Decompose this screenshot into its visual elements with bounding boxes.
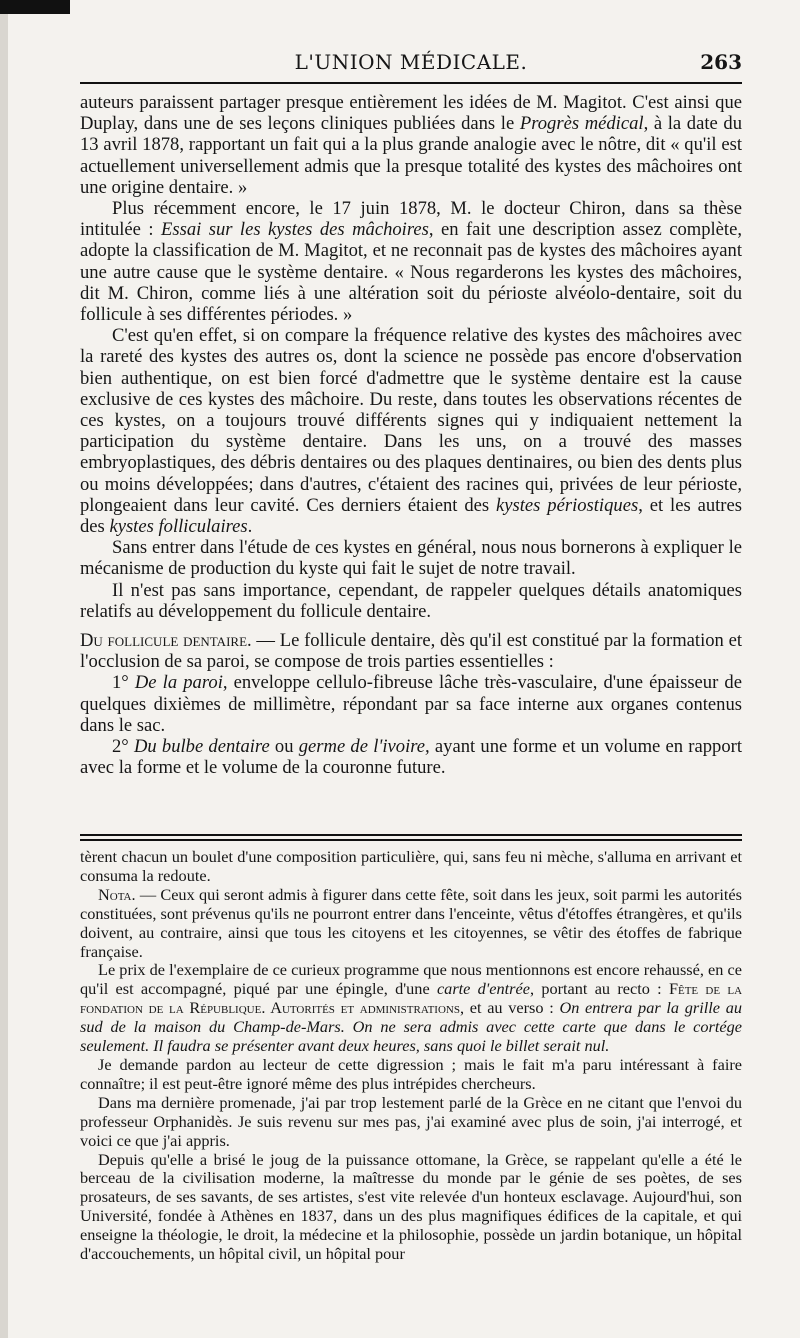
paragraph: tèrent chacun un boulet d'une composition particulière, qui, sans feu ni mèche, s'alluma en arrivant et consuma la redoute. — [80, 847, 742, 885]
article-body — [80, 92, 742, 779]
paragraph: Le prix de l'exemplaire de ce curieux programme que nous mentionnons est encore rehaussé, en ce qu'il est accompagné, piqué par une épingle, d'une carte d'entrée, portant au recto : Fête de la fondation de la République. Autorités et administrations, et au verso : On entrera par la grille au sud de la maison du Champ-de-Mars. On ne sera admis avec cette carte que dans le cortége seulement. Il faudra se présenter avant deux heures, sans quoi le billet serait nul. — [80, 960, 743, 1056]
paragraph: C'est qu'en effet, si on compare la fréquence relative des kystes des mâchoires avec la rareté des kystes des autres os, dont la science ne possède pas encore d'observation bien authentique, on est bien forcé d'admettre que le système dentaire est la cause exclusive de ces kystes des mâchoire. Du reste, dans toutes les observations récentes de ces kystes, on a toujours trouvé différents signes qui y indiquaient nettement la participation du système dentaire. Dans les uns, on a trouvé des masses embryoplastiques, des débris dentaires ou des plaques dentinaires, ou bien des dents plus ou moins développées; dans d'autres, c'étaient des racines qui, privées de leur périoste, plongeaient dans leur cavité. Ces derniers étaient des kystes périostiques, et les autres des kystes folliculaires. — [80, 325, 742, 538]
paragraph: Depuis qu'elle a brisé le joug de la puissance ottomane, la Grèce, se rappelant qu'elle a été le berceau de la civilisation moderne, la maîtresse du monde par le génie de ses poètes, de ses prosateurs, de ses savants, de ses artistes, s'est vite relevée d'un honteux esclavage. Aujourd'hui, son Université, fondée à Athènes en 1837, dans un des plus magnifiques édifices de la capitale, et qui enseigne la théologie, le droit, la médecine et la philosophie, possède un jardin botanique, un hôpital d'accouchements, un hôpital civil, un hôpital pour — [80, 1149, 742, 1264]
page-number: 263 — [700, 50, 742, 74]
header-rule — [80, 82, 742, 84]
section-paragraph: Du follicule dentaire. — Le follicule dentaire, dès qu'il est constitué par la formation et l'occlusion de sa paroi, se compose de trois parties essentielles : — [80, 630, 742, 673]
paragraph: Sans entrer dans l'étude de ces kystes en général, nous nous bornerons à expliquer le mécanisme de production du kyste qui fait le sujet de notre travail. — [80, 537, 742, 580]
paragraph: auteurs paraissent partager presque entièrement les idées de M. Magitot. C'est ainsi que Duplay, dans une de ses leçons cliniques publiées dans le Progrès médical, à la date du 13 avril 1878, rapportant un fait qui a la plus grande analogie avec le nôtre, dit « qu'il est actuellement universellement admis que la presque totalité des kystes des mâchoires ont une origine dentaire. » — [80, 92, 742, 198]
running-header — [80, 50, 742, 74]
section-heading: Du follicule dentaire. — [80, 630, 252, 652]
journal-title: L'UNION MÉDICALE. — [294, 50, 528, 74]
paragraph: Plus récemment encore, le 17 juin 1878, M. le docteur Chiron, dans sa thèse intitulée : Essai sur les kystes des mâchoires, en fait une description assez complète, adopte la classification de M. Magitot, et ne reconnait pas de kystes des mâchoires ayant une autre cause que le système dentaire. « Nous regarderons les kystes des mâchoires, dit M. Chiron, comme liés à une altération soit du périoste alvéolo-dentaire, soit du follicule à ses différentes périodes. » — [80, 198, 742, 326]
paragraph: Nota. — Ceux qui seront admis à figurer dans cette fête, soit dans les jeux, soit parmi les autorités constituées, sont prévenus qu'ils ne pourront entrer dans l'enceinte, vêtus d'étoffes étrangères, et qu'ils doivent, au contraire, ainsi que tous les citoyens et les citoyennes, se vêtir des étoffes de fabrique française. — [80, 884, 742, 961]
binding-mark — [0, 0, 70, 14]
paragraph: Je demande pardon au lecteur de cette digression ; mais le fait m'a paru intéressant à faire connaître; il est peut-être ignoré même des plus intrépides chercheurs. — [80, 1054, 742, 1093]
list-paragraph: 1° De la paroi, enveloppe cellulo-fibreuse lâche très-vasculaire, d'une épaisseur de quelques dixièmes de millimètre, répondant par sa face interne aux organes contenus dans le sac. — [80, 672, 742, 736]
paragraph: Il n'est pas sans importance, cependant, de rappeler quelques détails anatomiques relatifs au développement du follicule dentaire. — [80, 579, 742, 622]
paragraph: Dans ma dernière promenade, j'ai par trop lestement parlé de la Grèce en ne citant que l'envoi du professeur Orphanidès. Je suis revenu sur mes pas, j'ai examiné avec plus de soin, j'ai interrogé, et voici ce que j'ai appris. — [80, 1092, 742, 1150]
page-edge-shadow — [0, 0, 8, 1338]
feuilleton-rule-top — [80, 834, 742, 836]
feuilleton-rule-bottom — [80, 839, 742, 841]
feuilleton-text — [80, 848, 742, 1264]
list-paragraph: 2° Du bulbe dentaire ou germe de l'ivoire, ayant une forme et un volume en rapport avec la forme et le volume de la couronne future. — [80, 736, 742, 779]
